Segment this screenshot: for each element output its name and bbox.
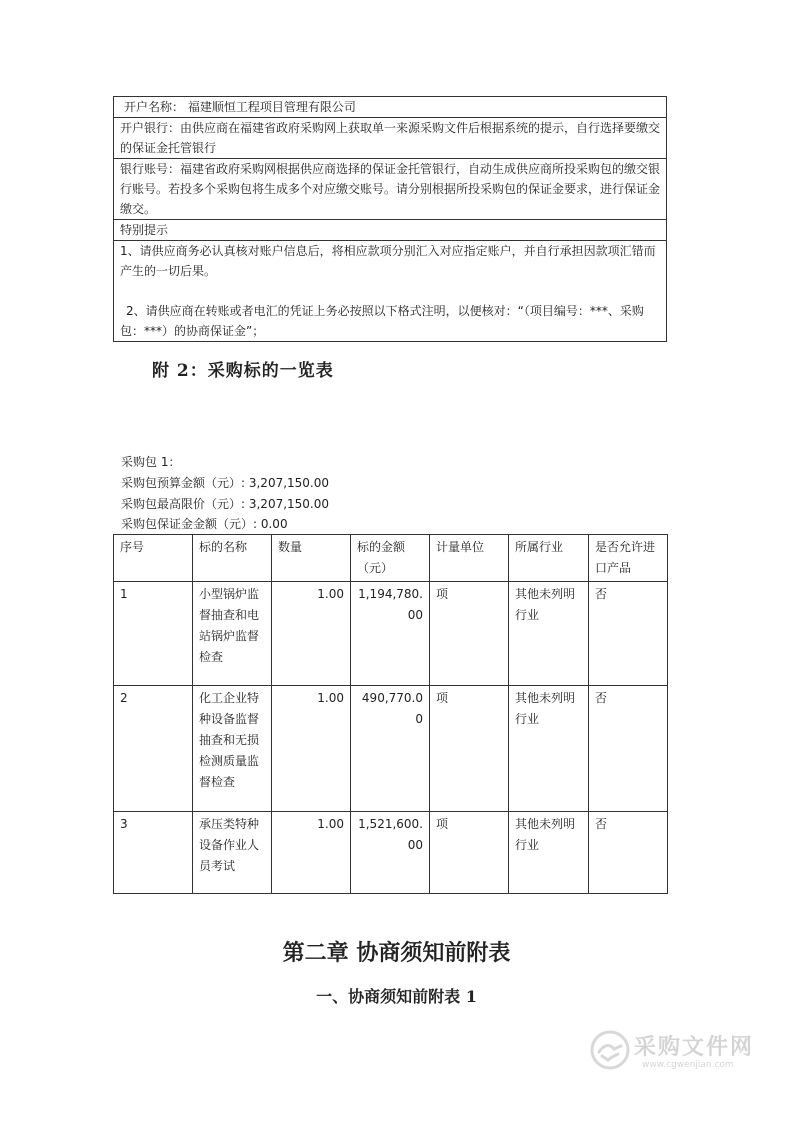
cell-index: 2 [114, 686, 193, 812]
special-notice-cell [114, 241, 667, 342]
account-number-cell: 银行账号：福建省政府采购网根据供应商选择的保证金托管银行，自动生成供应商所投采购包的缴交银行账号。若投多个采购包将生成多个对应缴交账号。请分别根据所投采购包的保证金要求，进行保证金缴交。 [114, 159, 667, 220]
cell-amount: 490,770.00 [351, 686, 430, 812]
special-notice-title: 特别提示 [114, 220, 667, 241]
cell-item-name: 承压类特种设备作业人员考试 [193, 812, 272, 894]
cell-item-name: 化工企业特种设备监督抽查和无损检测质量监督检查 [193, 686, 272, 812]
header-unit: 计量单位 [430, 535, 509, 582]
special-notice-2: 2、请供应商在转账或者电汇的凭证上务必按照以下格式注明，以便核对：“（项目编号：***、采购包：***）的协商保证金”； [120, 304, 644, 338]
cell-amount: 1,194,780.00 [351, 582, 430, 686]
package-budget: 采购包预算金额（元）: 3,207,150.00 [121, 476, 330, 490]
table-row [114, 118, 667, 159]
table-row [114, 812, 668, 894]
watermark-text: 采购文件网 [634, 1035, 755, 1060]
cell-import-allowed: 否 [589, 582, 668, 686]
cell-industry: 其他未列明行业 [509, 812, 589, 894]
cell-import-allowed: 否 [589, 686, 668, 812]
table-header-row [114, 535, 668, 582]
cell-amount: 1,521,600.00 [351, 812, 430, 894]
watermark [590, 1028, 760, 1076]
table-row [114, 220, 667, 241]
annex-title: 附 2：采购标的一览表 [152, 361, 334, 381]
table-row [114, 241, 667, 342]
header-index: 序号 [114, 535, 193, 582]
table-row [114, 97, 667, 118]
cell-item-name: 小型锅炉监督抽查和电站锅炉监督检查 [193, 582, 272, 686]
cell-unit: 项 [430, 686, 509, 812]
cell-index: 1 [114, 582, 193, 686]
cell-unit: 项 [430, 812, 509, 894]
blank-line [120, 281, 660, 301]
special-notice-1: 1、请供应商务必认真核对账户信息后，将相应款项分别汇入对应指定账户，并自行承担因款项汇错而产生的一切后果。 [120, 244, 656, 278]
cell-import-allowed: 否 [589, 812, 668, 894]
cell-quantity: 1.00 [272, 582, 351, 686]
table-row [114, 686, 668, 812]
cell-industry: 其他未列明行业 [509, 686, 589, 812]
cell-quantity: 1.00 [272, 812, 351, 894]
watermark-url: www.cgwenjian.com [642, 1060, 734, 1070]
cell-industry: 其他未列明行业 [509, 582, 589, 686]
cell-quantity: 1.00 [272, 686, 351, 812]
cell-index: 3 [114, 812, 193, 894]
header-item-name: 标的名称 [193, 535, 272, 582]
package-deposit: 采购包保证金金额（元）: 0.00 [121, 517, 288, 531]
package-max-price: 采购包最高限价（元）: 3,207,150.00 [121, 497, 330, 511]
account-info-table [113, 96, 667, 342]
header-amount: 标的金额（元） [351, 535, 430, 582]
header-import-allowed: 是否允许进口产品 [589, 535, 668, 582]
cell-unit: 项 [430, 582, 509, 686]
header-quantity: 数量 [272, 535, 351, 582]
account-name-cell: 开户名称： 福建顺恒工程项目管理有限公司 [114, 97, 667, 118]
section-title: 一、协商须知前附表 1 [316, 987, 477, 1006]
chapter-title: 第二章 协商须知前附表 [282, 940, 511, 966]
table-row [114, 582, 668, 686]
header-industry: 所属行业 [509, 535, 589, 582]
bank-cell: 开户银行：由供应商在福建省政府采购网上获取单一来源采购文件后根据系统的提示，自行选择要缴交的保证金托管银行 [114, 118, 667, 159]
handshake-logo-icon [590, 1030, 630, 1074]
table-row [114, 159, 667, 220]
package-name: 采购包 1： [121, 455, 181, 469]
procurement-items-table [113, 534, 668, 894]
